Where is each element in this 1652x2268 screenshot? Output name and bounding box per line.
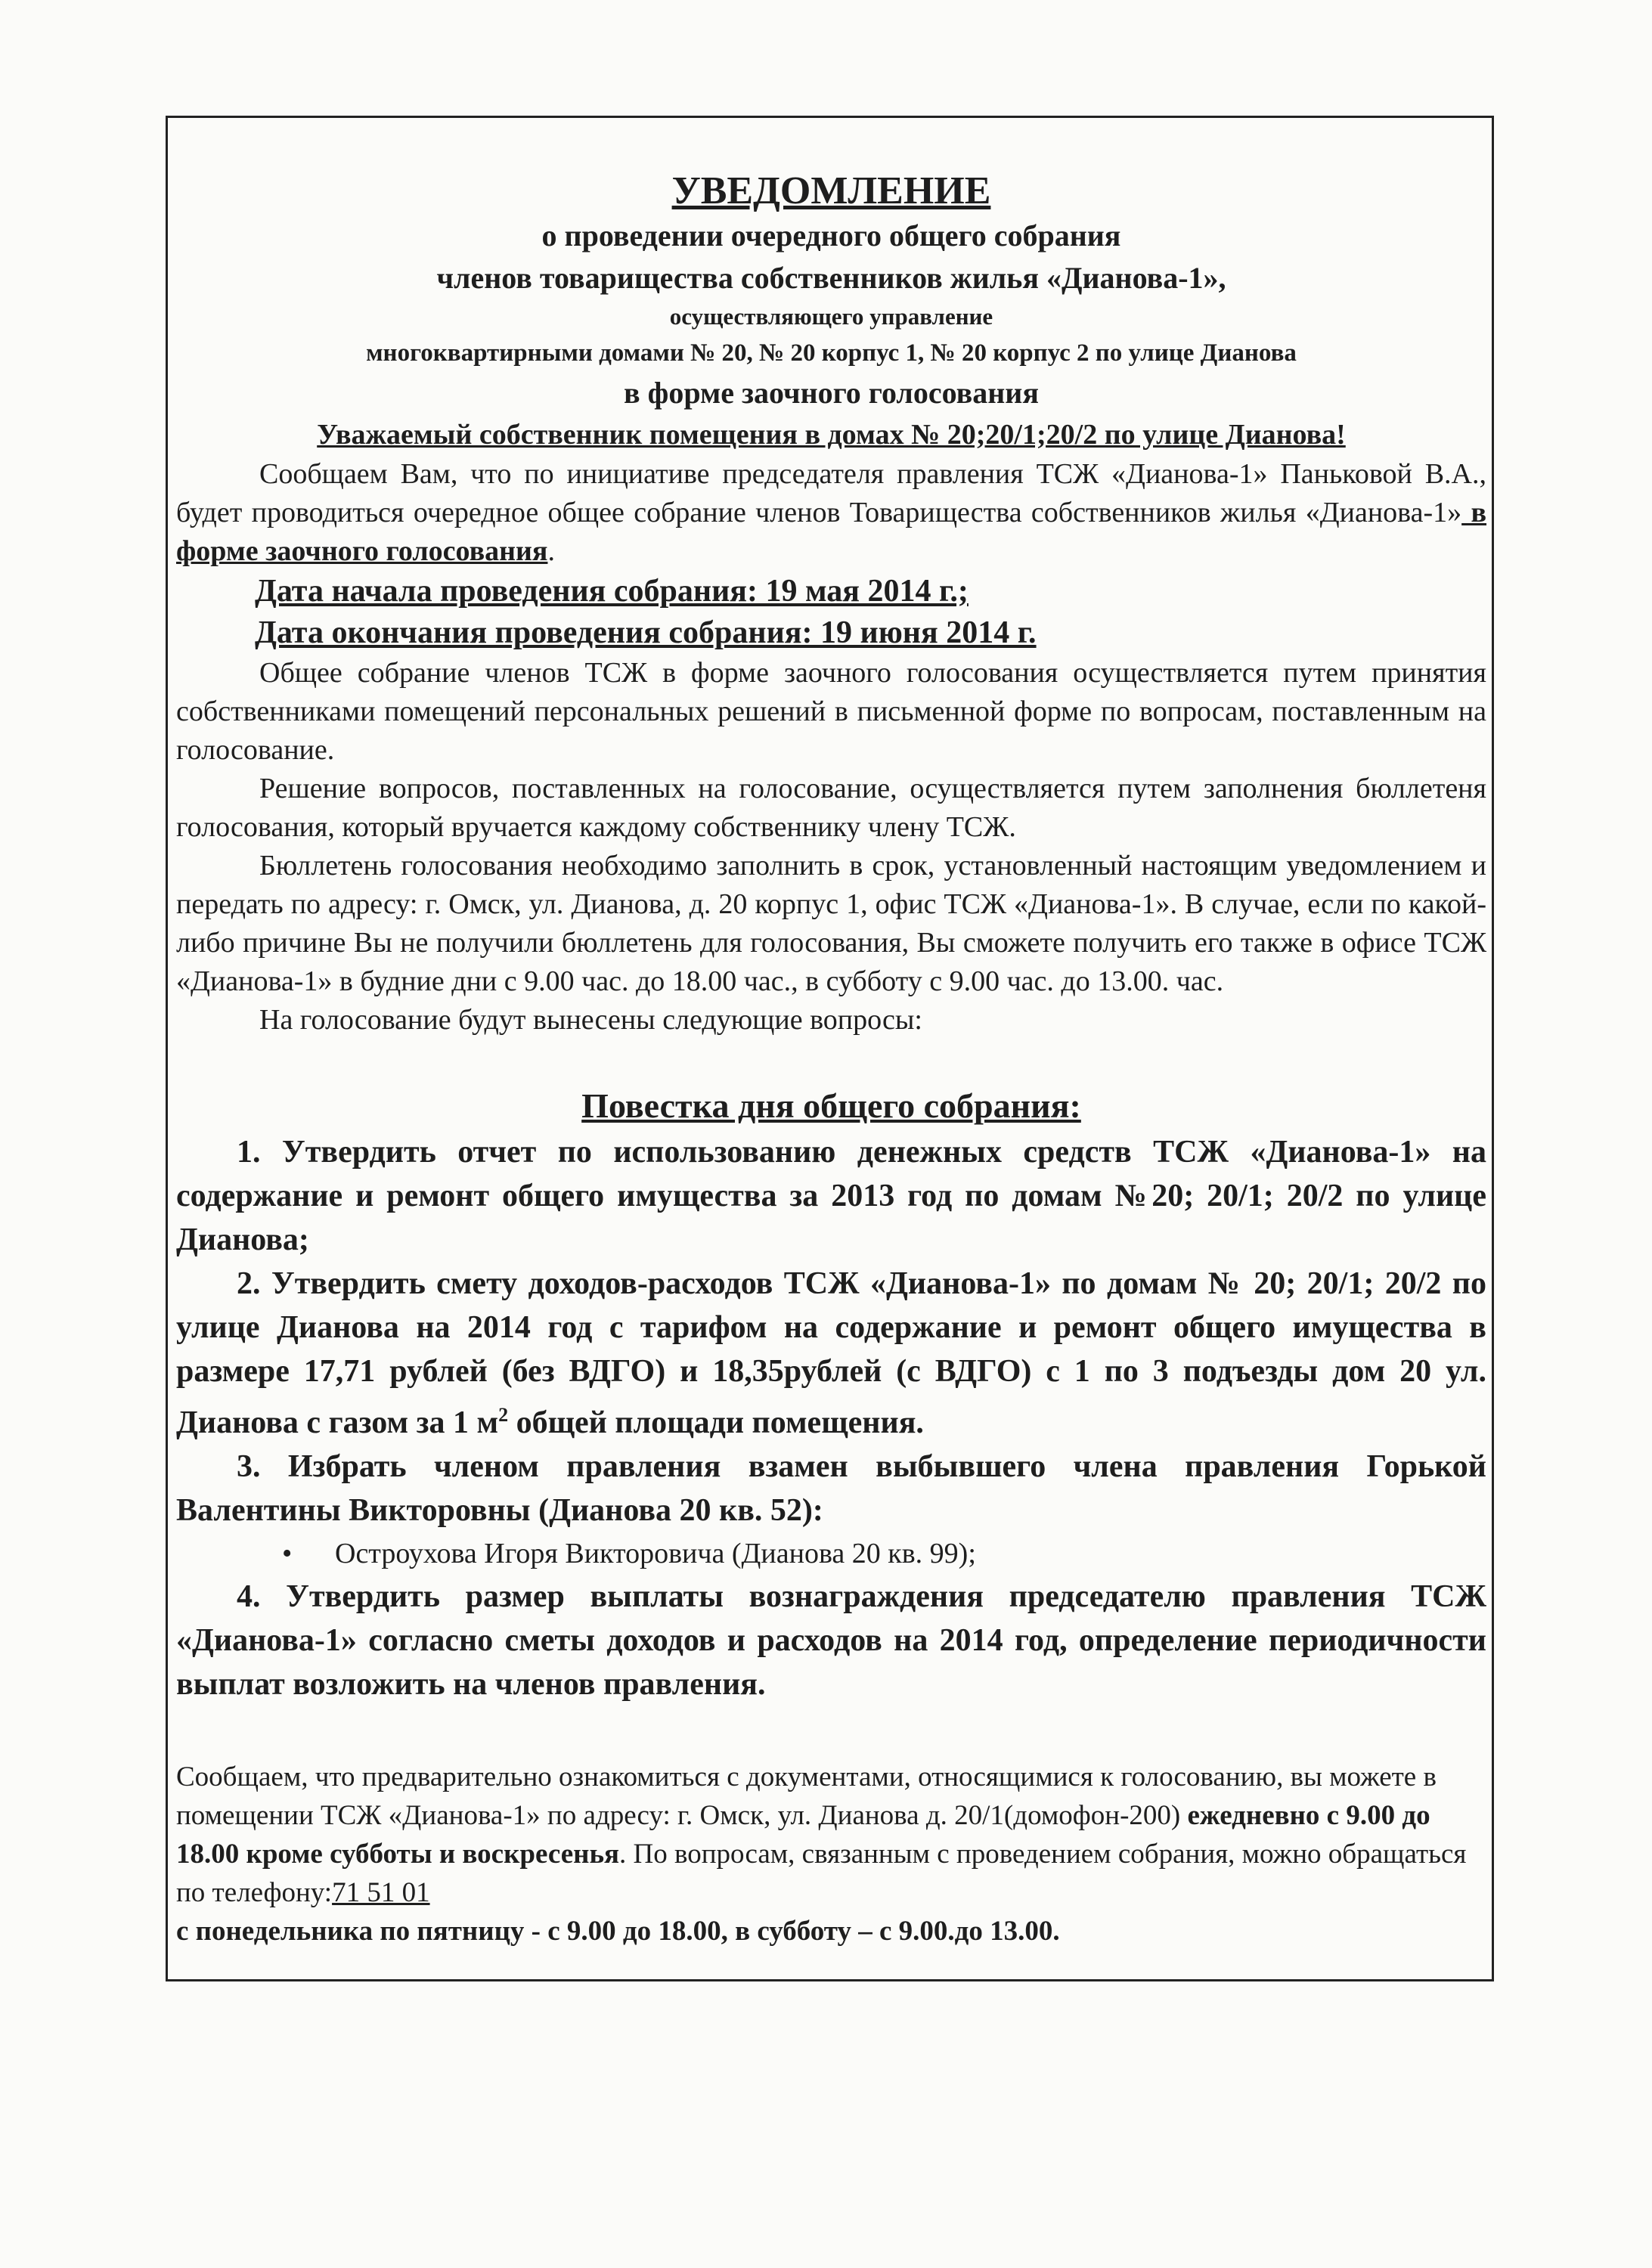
candidate-name: Остроухова Игоря Викторовича (Дианова 20 кв. 99); (335, 1538, 976, 1569)
agenda-item-2-end: общей площади помещения. (508, 1405, 924, 1440)
end-date: Дата окончания проведения собрания: 19 июня 2014 г. (255, 615, 1037, 650)
intro-text: Сообщаем Вам, что по инициативе председателя правления ТСЖ «Дианова-1» Паньковой В.А., будет проводиться очередное общее собрание членов Товарищества собственников жилья «Дианова-1» (176, 458, 1486, 528)
notice-document (176, 168, 1486, 1950)
subtitle-line: членов товарищества собственников жилья «Дианова-1», (436, 261, 1226, 295)
footer-text: Сообщаем, что предварительно ознакомиться с документами, относящимися к голосованию, вы можете в помещении ТСЖ «Дианова-1» по адресу: г. Омск, ул. Дианова д. 20/1(домофон-200) (176, 1761, 1437, 1831)
superscript: 2 (498, 1404, 509, 1426)
subtitle-line: многоквартирными домами № 20, № 20 корпус 1, № 20 корпус 2 по улице Дианова (366, 339, 1297, 367)
greeting: Уважаемый собственник помещения в домах № 20;20/1;20/2 по улице Дианова! (317, 419, 1346, 451)
agenda-item-3: 3. Избрать членом правления взамен выбывшего члена правления Горькой Валентины Викторовны (Дианова 20 кв. 52): (176, 1449, 1486, 1528)
agenda-item-2 (176, 1262, 1486, 1445)
paragraph: Общее собрание членов ТСЖ в форме заочного голосования осуществляется путем принятия собственниками помещений персональных решений в письменной форме по вопросам, поставленным на голосование. (176, 657, 1486, 766)
agenda-item-2-text: 2. Утвердить смету доходов-расходов ТСЖ «Дианова-1» по домам № 20; 20/1; 20/2 по улице Дианова на 2014 год с тарифом на содержание и ремонт общего имущества в размере 17,71 рублей (без ВДГО) и 18,35рублей (с ВДГО) с 1 по 3 подъезды дом 20 ул. Дианова с газом за 1 м (176, 1266, 1486, 1440)
footer-paragraph (176, 1758, 1486, 1950)
agenda-title: Повестка дня общего собрания: (581, 1086, 1081, 1125)
subtitle-line: осуществляющего управление (669, 303, 993, 330)
start-date: Дата начала проведения собрания: 19 мая 2014 г.; (255, 574, 969, 609)
agenda-item-1: 1. Утвердить отчет по использованию денежных средств ТСЖ «Дианова-1» на содержание и ремонт общего имущества за 2013 год по домам №20; 20/1; 20/2 по улице Дианова; (176, 1135, 1486, 1257)
footer-hours-bold: ежедневно с 9.00 до 18.00 кроме субботы и воскресенья (176, 1800, 1430, 1870)
subtitle-line: о проведении очередного общего собрания (541, 218, 1121, 253)
intro-end: . (547, 535, 555, 567)
candidate-bullet (176, 1532, 1486, 1575)
intro-emphasis: в форме заочного голосования (176, 497, 1487, 567)
paragraph: Решение вопросов, поставленных на голосование, осуществляется путем заполнения бюллетеня голосования, который вручается каждому собственнику члену ТСЖ. (176, 773, 1486, 843)
paragraph: На голосование будут вынесены следующие вопросы: (259, 1004, 922, 1036)
footer-text: . По вопросам, связанным с проведением собрания, можно обращаться по телефону: (176, 1839, 1467, 1908)
intro-paragraph (176, 455, 1486, 571)
document-title: УВЕДОМЛЕНИЕ (671, 169, 991, 212)
paragraph: Бюллетень голосования необходимо заполнить в срок, установленный настоящим уведомлением и передать по адресу: г. Омск, ул. Дианова, д. 20 корпус 1, офис ТСЖ «Дианова-1». В случае, если по какой-либо причине Вы не получили бюллетень для голосования, Вы сможете получить его также в офисе ТСЖ «Дианова-1» в будние дни с 9.00 час. до 18.00 час., в субботу с 9.00 час. до 13.00. час. (176, 850, 1486, 997)
agenda-item-4: 4. Утвердить размер выплаты вознаграждения председателю правления ТСЖ «Дианова-1» согласно сметы доходов и расходов на 2014 год, определение периодичности выплат возложить на членов правления. (176, 1579, 1486, 1702)
phone-hours: с понедельника по пятницу - с 9.00 до 18.00, в субботу – с 9.00.до 13.00. (176, 1916, 1060, 1947)
subtitle-line: в форме заочного голосования (624, 376, 1039, 410)
bullet-icon: • (282, 1538, 293, 1569)
phone-number: 71 51 01 (332, 1877, 430, 1908)
